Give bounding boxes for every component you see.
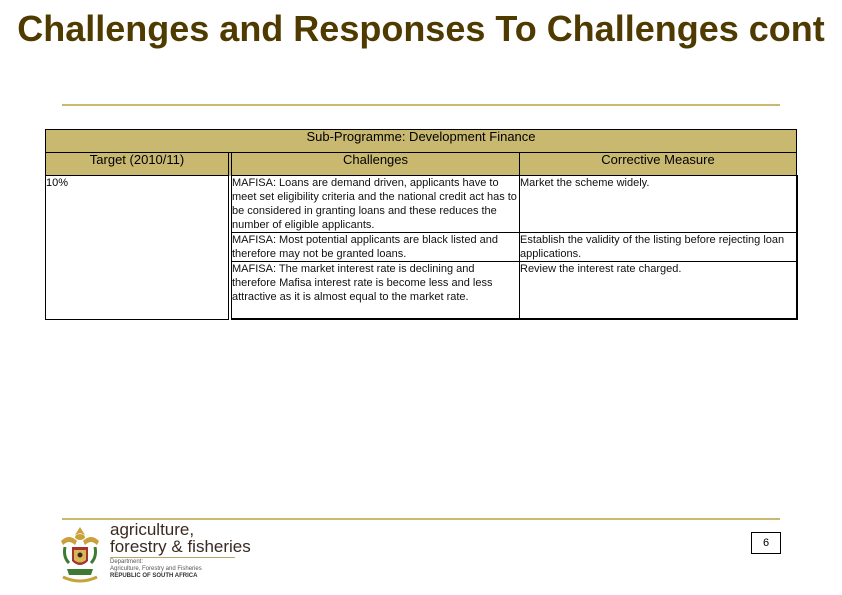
logo-text-line2: forestry & fisheries (110, 537, 251, 556)
column-header-target: Target (2010/11) (46, 153, 229, 176)
column-header-corrective-measure: Corrective Measure (520, 153, 797, 176)
logo-sub-line1: Department: (110, 559, 144, 565)
table-row (46, 176, 797, 233)
slide-title: Challenges and Responses To Challenges cont (17, 8, 825, 49)
logo-department-text (110, 559, 235, 580)
page-number: 6 (751, 532, 781, 554)
challenge-cell: MAFISA: Most potential applicants are black listed and therefore may not be granted loans. (232, 233, 520, 262)
top-divider (62, 104, 780, 106)
measure-cell: Market the scheme widely. (520, 176, 797, 233)
challenge-cell: MAFISA: Loans are demand driven, applicants have to meet set eligibility criteria and the national credit act has to be considered in granting loans and these reduces the number of eligible applicants. (232, 176, 520, 233)
challenges-table (45, 129, 798, 320)
measure-cell: Establish the validity of the listing before rejecting loan applications. (520, 233, 797, 262)
logo-sub-line2: Agriculture, Forestry and Fisheries (110, 566, 202, 572)
column-header-challenges: Challenges (232, 153, 520, 176)
target-value: 10% (46, 176, 229, 320)
logo-text-line1: agriculture, (110, 520, 195, 539)
challenge-cell: MAFISA: The market interest rate is declining and therefore Mafisa interest rate is become less and less attractive as it is almost equal to the market rate. (232, 262, 520, 320)
subprogramme-header: Sub-Programme: Development Finance (46, 130, 797, 153)
measure-cell: Review the interest rate charged. (520, 262, 797, 320)
logo-sub-line3: REPUBLIC OF SOUTH AFRICA (110, 573, 198, 579)
logo-divider (110, 557, 235, 558)
coat-of-arms-icon (55, 523, 105, 588)
